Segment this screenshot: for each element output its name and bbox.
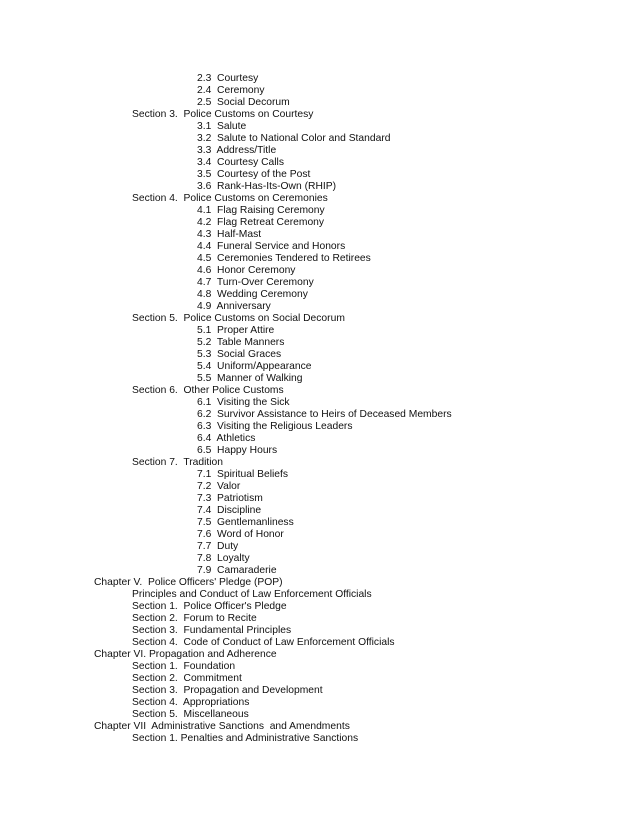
toc-section: Section 2. Commitment [132,673,242,684]
toc-section: Section 7. Tradition [132,457,224,468]
toc-subsection: 4.9 Anniversary [197,301,271,312]
toc-subsection: 7.4 Discipline [197,505,262,516]
toc-subsection: 7.7 Duty [197,541,239,552]
toc-chapter: Chapter VII Administrative Sanctions and Amendments [94,721,350,732]
toc-subsection: 4.3 Half-Mast [197,229,262,240]
toc-subsection: 2.3 Courtesy [197,73,259,84]
toc-subsection: 7.9 Camaraderie [197,565,277,576]
toc-section: Section 1. Police Officer's Pledge [132,601,287,612]
toc-subsection: 5.2 Table Manners [197,337,285,348]
toc-subsection: 7.8 Loyalty [197,553,250,564]
table-of-contents [0,73,638,745]
toc-subsection: 5.5 Manner of Walking [197,373,303,384]
toc-section: Section 6. Other Police Customs [132,385,284,396]
toc-subsection: 4.5 Ceremonies Tendered to Retirees [197,253,371,264]
toc-subsection: 4.2 Flag Retreat Ceremony [197,217,325,228]
toc-subsection: 7.1 Spiritual Beliefs [197,469,289,480]
toc-section: Section 4. Code of Conduct of Law Enforcement Officials [132,637,395,648]
toc-subsection: 3.2 Salute to National Color and Standard [197,133,391,144]
toc-section: Section 1. Penalties and Administrative Sanctions [132,733,359,744]
toc-subsection: 7.5 Gentlemanliness [197,517,294,528]
toc-section: Principles and Conduct of Law Enforcement Officials [132,589,372,600]
toc-subsection: 3.4 Courtesy Calls [197,157,284,168]
toc-subsection: 3.3 Address/Title [197,145,277,156]
toc-section: Section 2. Forum to Recite [132,613,257,624]
toc-subsection: 4.6 Honor Ceremony [197,265,296,276]
toc-chapter: Chapter VI. Propagation and Adherence [94,649,277,660]
toc-subsection: 3.1 Salute [197,121,247,132]
toc-subsection: 6.1 Visiting the Sick [197,397,290,408]
toc-subsection: 4.1 Flag Raising Ceremony [197,205,325,216]
toc-subsection: 7.6 Word of Honor [197,529,284,540]
toc-section: Section 4. Police Customs on Ceremonies [132,193,328,204]
toc-subsection: 7.3 Patriotism [197,493,263,504]
toc-subsection: 4.7 Turn-Over Ceremony [197,277,314,288]
toc-section: Section 3. Fundamental Principles [132,625,292,636]
toc-subsection: 5.4 Uniform/Appearance [197,361,312,372]
toc-section: Section 4. Appropriations [132,697,250,708]
toc-subsection: 2.5 Social Decorum [197,97,290,108]
toc-subsection: 6.4 Athletics [197,433,256,444]
toc-section: Section 5. Miscellaneous [132,709,249,720]
toc-subsection: 5.3 Social Graces [197,349,282,360]
toc-subsection: 6.2 Survivor Assistance to Heirs of Deceased Members [197,409,452,420]
toc-section: Section 3. Police Customs on Courtesy [132,109,314,120]
toc-subsection: 6.3 Visiting the Religious Leaders [197,421,353,432]
toc-chapter: Chapter V. Police Officers' Pledge (POP) [94,577,283,588]
toc-subsection: 7.2 Valor [197,481,241,492]
toc-subsection: 3.6 Rank-Has-Its-Own (RHIP) [197,181,337,192]
toc-subsection: 2.4 Ceremony [197,85,265,96]
toc-subsection: 4.4 Funeral Service and Honors [197,241,346,252]
toc-subsection: 4.8 Wedding Ceremony [197,289,308,300]
toc-subsection: 6.5 Happy Hours [197,445,278,456]
toc-section: Section 3. Propagation and Development [132,685,323,696]
toc-section: Section 1. Foundation [132,661,236,672]
toc-subsection: 5.1 Proper Attire [197,325,275,336]
toc-subsection: 3.5 Courtesy of the Post [197,169,311,180]
toc-section: Section 5. Police Customs on Social Decorum [132,313,345,324]
